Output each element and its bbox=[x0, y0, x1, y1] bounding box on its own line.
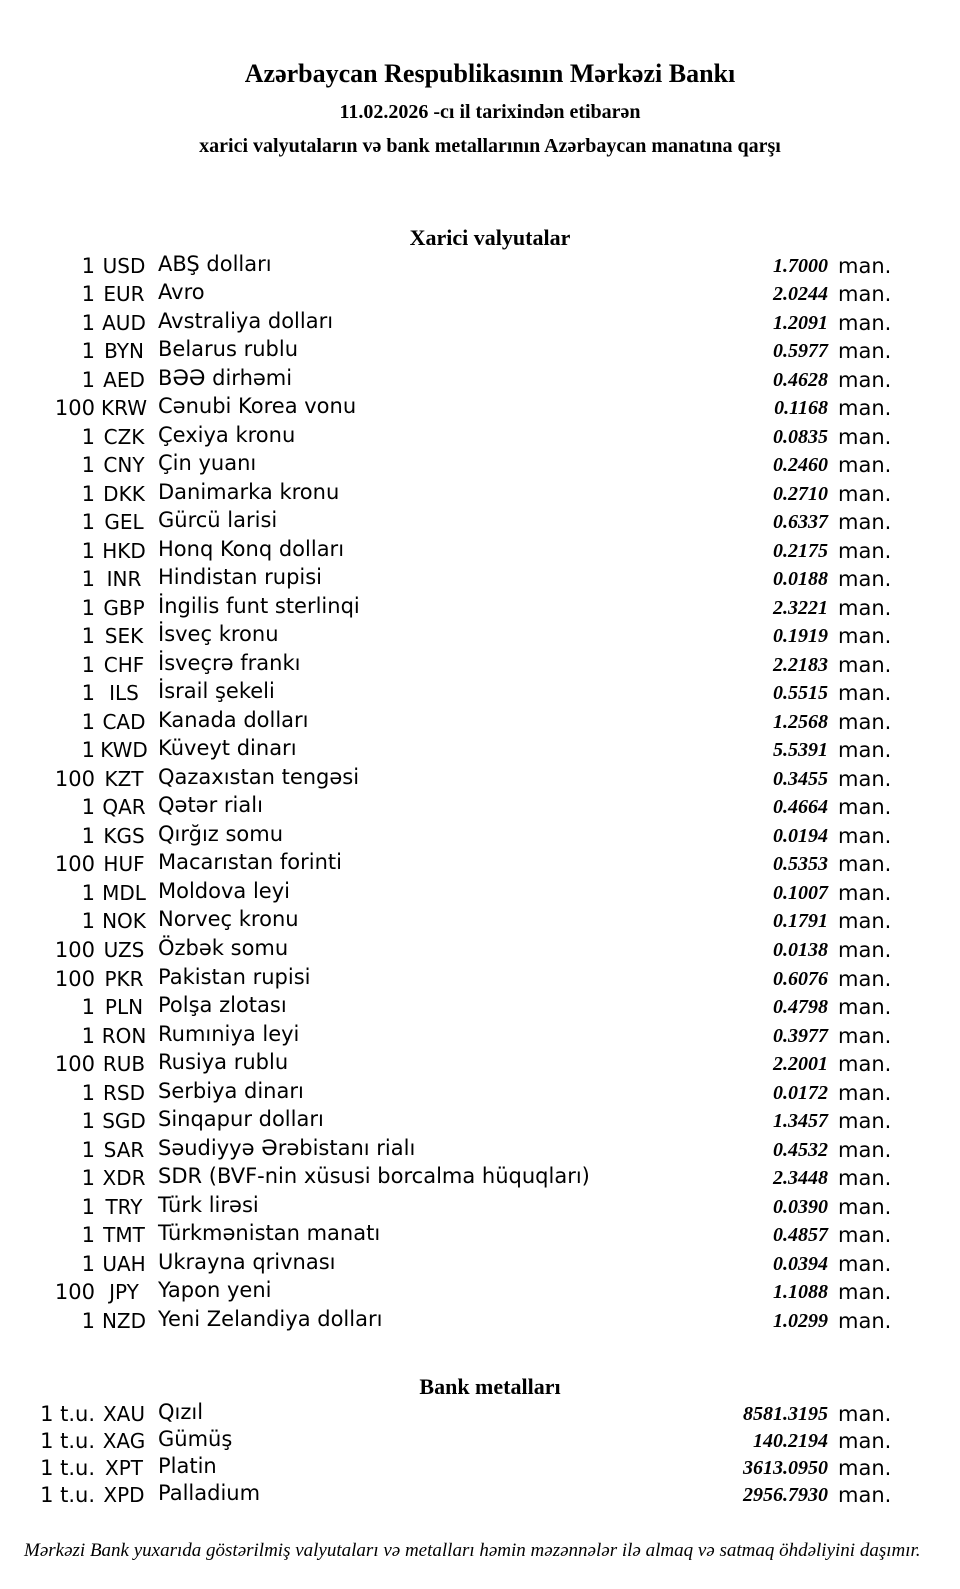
metal-row bbox=[0, 1401, 960, 1428]
currency-name: Səudiyyə Ərəbistanı rialı bbox=[158, 1135, 416, 1160]
currency-rate: 0.0394 bbox=[773, 1252, 828, 1275]
currency-unit-label: man. bbox=[838, 567, 892, 592]
currency-name: Honq Konq dolları bbox=[158, 536, 345, 561]
currency-quantity: 1 bbox=[81, 652, 95, 677]
currency-name: Küveyt dinarı bbox=[158, 736, 297, 761]
currency-name: Cənubi Korea vonu bbox=[158, 394, 357, 419]
currency-unit-label: man. bbox=[838, 909, 892, 934]
currency-code: HUF bbox=[103, 852, 145, 877]
currency-unit-label: man. bbox=[838, 481, 892, 506]
currency-quantity: 1 bbox=[81, 709, 95, 734]
currency-unit-label: man. bbox=[838, 282, 892, 307]
currency-unit-label: man. bbox=[838, 1223, 892, 1248]
currency-rate: 0.5353 bbox=[773, 853, 828, 876]
document-header bbox=[20, 0, 960, 170]
currency-rate: 5.5391 bbox=[773, 739, 828, 762]
currency-unit-label: man. bbox=[838, 1137, 892, 1162]
currency-quantity: 1 bbox=[81, 1166, 95, 1191]
currency-rate: 0.1919 bbox=[773, 625, 828, 648]
currency-code: DKK bbox=[103, 481, 145, 506]
metal-quantity: 1 t.u. bbox=[40, 1482, 95, 1507]
disclaimer-text: Mərkəzi Bank yuxarıda göstərilmiş valyutaları və metalları həmin məzənnələr ilə almaq və satmaq öhdəliyini daşımır. bbox=[24, 1540, 921, 1561]
currency-quantity: 1 bbox=[81, 1251, 95, 1276]
currency-code: RSD bbox=[103, 1080, 145, 1105]
currency-code: KRW bbox=[101, 396, 147, 421]
currency-rate: 0.3455 bbox=[773, 767, 828, 790]
currency-unit-label: man. bbox=[838, 995, 892, 1019]
currency-code: QAR bbox=[102, 795, 146, 820]
currency-rate: 0.4857 bbox=[773, 1224, 828, 1247]
currency-rate: 2.3221 bbox=[773, 596, 828, 619]
currency-code: RUB bbox=[102, 1052, 146, 1077]
currency-unit-label: man. bbox=[838, 424, 892, 449]
currency-code: TRY bbox=[105, 1194, 143, 1219]
currency-row bbox=[0, 622, 960, 651]
metals-section-title: Bank metalları bbox=[419, 1374, 561, 1399]
currency-name: Hindistan rupisi bbox=[158, 565, 323, 590]
currency-unit-label: man. bbox=[838, 1308, 892, 1333]
currency-row bbox=[0, 1221, 960, 1250]
currency-row bbox=[0, 423, 960, 452]
currency-quantity: 1 bbox=[81, 738, 95, 763]
currency-row bbox=[0, 1164, 960, 1193]
currency-name: Pakistan rupisi bbox=[158, 964, 311, 989]
currency-code: PKR bbox=[104, 966, 144, 991]
currency-name: Sinqapur dolları bbox=[158, 1107, 324, 1132]
currency-unit-label: man. bbox=[838, 681, 892, 706]
currency-name: Türkmənistan manatı bbox=[158, 1221, 381, 1246]
metal-row bbox=[0, 1428, 960, 1455]
page-title: Azərbaycan Respublikasının Mərkəzi Bankı bbox=[244, 59, 736, 88]
currency-rate: 0.0835 bbox=[773, 425, 828, 448]
currency-code: SEK bbox=[104, 624, 144, 649]
currency-quantity: 1 bbox=[81, 1223, 95, 1248]
currency-unit-label: man. bbox=[838, 595, 892, 620]
currency-quantity: 1 bbox=[81, 909, 95, 934]
currency-unit-label: man. bbox=[838, 852, 892, 877]
currency-name: Polşa zlotası bbox=[158, 993, 287, 1017]
currency-code: GEL bbox=[104, 510, 144, 535]
currency-rate: 0.2460 bbox=[773, 454, 828, 477]
currency-name: Qazaxıstan tengəsi bbox=[158, 764, 360, 789]
currency-row bbox=[0, 565, 960, 594]
currency-row bbox=[0, 936, 960, 965]
currency-row bbox=[0, 480, 960, 509]
currency-name: Norveç kronu bbox=[158, 907, 299, 932]
currency-unit-label: man. bbox=[838, 1280, 892, 1305]
currency-row bbox=[0, 651, 960, 680]
currency-unit-label: man. bbox=[838, 709, 892, 734]
currency-unit-label: man. bbox=[838, 339, 892, 364]
currency-code: USD bbox=[102, 253, 146, 278]
currency-unit-label: man. bbox=[838, 253, 892, 278]
currency-code: BYN bbox=[104, 339, 144, 364]
currency-code: KWD bbox=[100, 738, 148, 763]
currency-code: AUD bbox=[102, 310, 146, 335]
currency-row bbox=[0, 337, 960, 366]
currency-row bbox=[0, 879, 960, 908]
currency-quantity: 1 bbox=[81, 1109, 95, 1134]
currency-code: XDR bbox=[102, 1166, 146, 1191]
currency-rate: 0.5977 bbox=[773, 340, 828, 363]
currency-rate: 0.1791 bbox=[773, 910, 828, 933]
currency-rate: 1.1088 bbox=[773, 1281, 828, 1304]
page-subtitle: xarici valyutaların və bank metallarının Azərbaycan manatına qarşı bbox=[199, 135, 781, 157]
currency-quantity: 1 bbox=[81, 339, 95, 364]
currency-rate: 1.2091 bbox=[773, 311, 828, 334]
currency-unit-label: man. bbox=[838, 738, 892, 763]
currency-quantity: 1 bbox=[81, 681, 95, 706]
currency-unit-label: man. bbox=[838, 624, 892, 649]
currency-row bbox=[0, 822, 960, 851]
currency-quantity: 100 bbox=[54, 396, 95, 421]
currency-unit-label: man. bbox=[838, 396, 892, 421]
currency-row bbox=[0, 907, 960, 936]
metal-name: Platin bbox=[158, 1453, 217, 1478]
currency-row bbox=[0, 1193, 960, 1222]
currency-quantity: 1 bbox=[81, 1080, 95, 1105]
currency-unit-label: man. bbox=[838, 766, 892, 791]
metal-rate: 3613.0950 bbox=[743, 1456, 828, 1479]
currency-quantity: 100 bbox=[54, 852, 95, 877]
currency-unit-label: man. bbox=[838, 937, 892, 962]
currency-rate: 0.4628 bbox=[773, 368, 828, 391]
currency-code: HKD bbox=[102, 538, 146, 563]
currency-quantity: 1 bbox=[81, 567, 95, 592]
currency-name: Danimarka kronu bbox=[158, 479, 340, 504]
currency-rate: 0.5515 bbox=[773, 682, 828, 705]
currency-unit-label: man. bbox=[838, 880, 892, 905]
currency-quantity: 1 bbox=[81, 481, 95, 506]
currency-name: Serbiya dinarı bbox=[158, 1078, 304, 1103]
currency-code: UZS bbox=[103, 937, 145, 962]
currency-code: EUR bbox=[103, 282, 145, 307]
currency-row bbox=[0, 1307, 960, 1336]
currency-code: TMT bbox=[103, 1223, 145, 1248]
currency-name: İngilis funt sterlinqi bbox=[158, 593, 360, 618]
currency-row bbox=[0, 736, 960, 765]
currency-rate: 2.3448 bbox=[773, 1167, 828, 1190]
currency-rate: 0.4532 bbox=[773, 1138, 828, 1161]
metal-unit-label: man. bbox=[838, 1455, 892, 1480]
currency-unit-label: man. bbox=[838, 1194, 892, 1219]
currency-row bbox=[0, 1022, 960, 1051]
currency-code: NZD bbox=[101, 1308, 147, 1333]
currency-name: İsrail şekeli bbox=[158, 679, 275, 704]
currency-row bbox=[0, 965, 960, 994]
currency-rate: 0.3977 bbox=[773, 1024, 828, 1047]
currency-rate: 1.7000 bbox=[773, 254, 828, 277]
currency-name: Yapon yeni bbox=[158, 1278, 272, 1303]
currency-quantity: 1 bbox=[81, 595, 95, 620]
currency-row bbox=[0, 708, 960, 737]
currency-rate: 0.1168 bbox=[774, 397, 828, 420]
currency-quantity: 100 bbox=[54, 1280, 95, 1305]
metal-quantity: 1 t.u. bbox=[40, 1455, 95, 1480]
metal-unit-label: man. bbox=[838, 1401, 892, 1426]
currency-rate: 2.0244 bbox=[773, 283, 828, 306]
currency-name: Kanada dolları bbox=[158, 707, 309, 732]
currency-name: Belarus rublu bbox=[158, 337, 299, 362]
currency-name: Gürcü larisi bbox=[158, 508, 278, 533]
currency-rate: 0.1007 bbox=[773, 881, 828, 904]
currency-name: Türk lirəsi bbox=[158, 1192, 259, 1217]
currency-unit-label: man. bbox=[838, 1251, 892, 1276]
currency-row bbox=[0, 1250, 960, 1279]
currency-row bbox=[0, 765, 960, 794]
currency-quantity: 1 bbox=[81, 310, 95, 335]
currency-row bbox=[0, 850, 960, 879]
currency-unit-label: man. bbox=[838, 1166, 892, 1191]
currency-code: UAH bbox=[102, 1251, 146, 1276]
currency-row bbox=[0, 508, 960, 537]
currency-code: GBP bbox=[103, 595, 145, 620]
currency-name: Çin yuanı bbox=[158, 451, 257, 476]
currency-code: CAD bbox=[102, 709, 146, 734]
currency-unit-label: man. bbox=[838, 538, 892, 563]
currency-code: AED bbox=[103, 367, 145, 392]
currency-code: ILS bbox=[109, 681, 139, 706]
currency-row bbox=[0, 1079, 960, 1108]
currency-quantity: 1 bbox=[81, 624, 95, 649]
metal-rate: 2956.7930 bbox=[743, 1483, 828, 1506]
metal-row bbox=[0, 1482, 960, 1509]
currency-row bbox=[0, 594, 960, 623]
currency-code: PLN bbox=[104, 995, 144, 1019]
currency-unit-label: man. bbox=[838, 1023, 892, 1048]
currency-unit-label: man. bbox=[838, 823, 892, 848]
currencies-section-title: Xarici valyutalar bbox=[409, 225, 571, 250]
currency-row bbox=[0, 537, 960, 566]
currency-quantity: 1 bbox=[81, 823, 95, 848]
effective-date-line: 11.02.2026 -cı il tarixindən etibarən bbox=[339, 101, 641, 123]
metal-rate: 140.2194 bbox=[753, 1429, 828, 1452]
currency-row bbox=[0, 793, 960, 822]
currency-row bbox=[0, 366, 960, 395]
currency-name: Özbək somu bbox=[158, 935, 289, 960]
currency-quantity: 1 bbox=[81, 1194, 95, 1219]
currency-code: KGS bbox=[103, 823, 145, 848]
currency-row bbox=[0, 451, 960, 480]
currency-rate: 0.2175 bbox=[773, 539, 828, 562]
currency-unit-label: man. bbox=[838, 367, 892, 392]
currency-quantity: 1 bbox=[81, 253, 95, 278]
currency-unit-label: man. bbox=[838, 652, 892, 677]
currency-quantity: 100 bbox=[54, 1052, 95, 1077]
currency-code: SAR bbox=[103, 1137, 145, 1162]
currency-name: Avstraliya dolları bbox=[158, 308, 334, 333]
currency-unit-label: man. bbox=[838, 1080, 892, 1105]
currency-quantity: 1 bbox=[81, 880, 95, 905]
currency-name: İsveçrə frankı bbox=[158, 650, 301, 675]
currency-quantity: 1 bbox=[81, 453, 95, 478]
currency-row bbox=[0, 252, 960, 281]
currency-name: Moldova leyi bbox=[158, 878, 290, 903]
currency-rate: 2.2183 bbox=[773, 653, 828, 676]
metal-quantity: 1 t.u. bbox=[40, 1428, 95, 1453]
currency-code: RON bbox=[101, 1023, 147, 1048]
currency-unit-label: man. bbox=[838, 453, 892, 478]
currency-quantity: 100 bbox=[54, 766, 95, 791]
currency-name: Qırğız somu bbox=[158, 821, 284, 846]
metal-name: Qızıl bbox=[158, 1399, 204, 1424]
currency-quantity: 1 bbox=[81, 995, 95, 1019]
currency-unit-label: man. bbox=[838, 1109, 892, 1134]
currency-row bbox=[0, 280, 960, 309]
currency-name: İsveç kronu bbox=[158, 622, 279, 647]
currency-rate: 0.0172 bbox=[773, 1081, 828, 1104]
currency-row bbox=[0, 679, 960, 708]
currency-name: Avro bbox=[158, 280, 205, 305]
currency-quantity: 1 bbox=[81, 1308, 95, 1333]
metal-name: Gümüş bbox=[158, 1426, 233, 1451]
currency-name: Rumıniya leyi bbox=[158, 1021, 300, 1046]
currency-code: CZK bbox=[103, 424, 145, 449]
currency-quantity: 1 bbox=[81, 424, 95, 449]
currency-quantity: 100 bbox=[54, 937, 95, 962]
metal-rate: 8581.3195 bbox=[743, 1402, 828, 1425]
currency-rate: 0.2710 bbox=[773, 482, 828, 505]
currency-rate: 2.2001 bbox=[773, 1053, 828, 1076]
metal-quantity: 1 t.u. bbox=[40, 1401, 95, 1426]
currency-name: BƏƏ dirhəmi bbox=[158, 365, 293, 390]
currency-row bbox=[0, 1136, 960, 1165]
currency-code: NOK bbox=[102, 909, 146, 934]
currency-code: KZT bbox=[104, 766, 144, 791]
currency-name: Macarıstan forinti bbox=[158, 850, 342, 875]
currency-quantity: 1 bbox=[81, 795, 95, 820]
metal-unit-label: man. bbox=[838, 1482, 892, 1507]
currency-name: ABŞ dolları bbox=[158, 251, 272, 276]
currency-quantity: 1 bbox=[81, 1137, 95, 1162]
currency-row bbox=[0, 1278, 960, 1307]
currency-row bbox=[0, 1050, 960, 1079]
metal-code: XPT bbox=[105, 1455, 143, 1480]
currency-code: MDL bbox=[102, 880, 146, 905]
currency-rate: 1.3457 bbox=[773, 1110, 828, 1133]
metal-name: Palladium bbox=[158, 1480, 261, 1505]
currency-code: CNY bbox=[103, 453, 145, 478]
currency-quantity: 1 bbox=[81, 282, 95, 307]
currency-rate: 0.0188 bbox=[773, 568, 828, 591]
currency-name: Qətər rialı bbox=[158, 793, 263, 818]
currency-name: SDR (BVF-nin xüsusi borcalma hüquqları) bbox=[158, 1164, 590, 1189]
currency-unit-label: man. bbox=[838, 795, 892, 820]
currency-rate: 0.4664 bbox=[773, 796, 828, 819]
currency-quantity: 1 bbox=[81, 1023, 95, 1048]
currency-name: Ukrayna qrivnası bbox=[158, 1249, 336, 1274]
currency-name: Yeni Zelandiya dolları bbox=[158, 1306, 383, 1331]
currency-rate: 0.0390 bbox=[773, 1195, 828, 1218]
metal-unit-label: man. bbox=[838, 1428, 892, 1453]
currency-row bbox=[0, 394, 960, 423]
metal-row bbox=[0, 1455, 960, 1482]
currency-code: JPY bbox=[109, 1280, 139, 1305]
metal-code: XAG bbox=[102, 1428, 146, 1453]
metal-code: XAU bbox=[102, 1401, 146, 1426]
currency-rate: 0.0138 bbox=[773, 938, 828, 961]
currency-code: CHF bbox=[103, 652, 145, 677]
currency-row bbox=[0, 1107, 960, 1136]
currency-rate: 1.2568 bbox=[773, 710, 828, 733]
currency-code: INR bbox=[106, 567, 142, 592]
currency-quantity: 1 bbox=[81, 538, 95, 563]
currency-rate: 1.0299 bbox=[773, 1309, 828, 1332]
currency-unit-label: man. bbox=[838, 1052, 892, 1077]
currency-row bbox=[0, 993, 960, 1022]
currency-rate: 0.4798 bbox=[773, 996, 828, 1018]
currency-quantity: 100 bbox=[54, 966, 95, 991]
currency-rate: 0.6076 bbox=[773, 967, 828, 990]
currency-rate: 0.6337 bbox=[773, 511, 828, 534]
currency-name: Çexiya kronu bbox=[158, 422, 296, 447]
currency-quantity: 1 bbox=[81, 510, 95, 535]
currency-quantity: 1 bbox=[81, 367, 95, 392]
currency-rate: 0.0194 bbox=[773, 824, 828, 847]
currency-code: SGD bbox=[102, 1109, 146, 1134]
currency-name: Rusiya rublu bbox=[158, 1050, 289, 1075]
currency-unit-label: man. bbox=[838, 310, 892, 335]
currency-row bbox=[0, 309, 960, 338]
currency-unit-label: man. bbox=[838, 966, 892, 991]
currency-unit-label: man. bbox=[838, 510, 892, 535]
metal-code: XPD bbox=[103, 1482, 145, 1507]
